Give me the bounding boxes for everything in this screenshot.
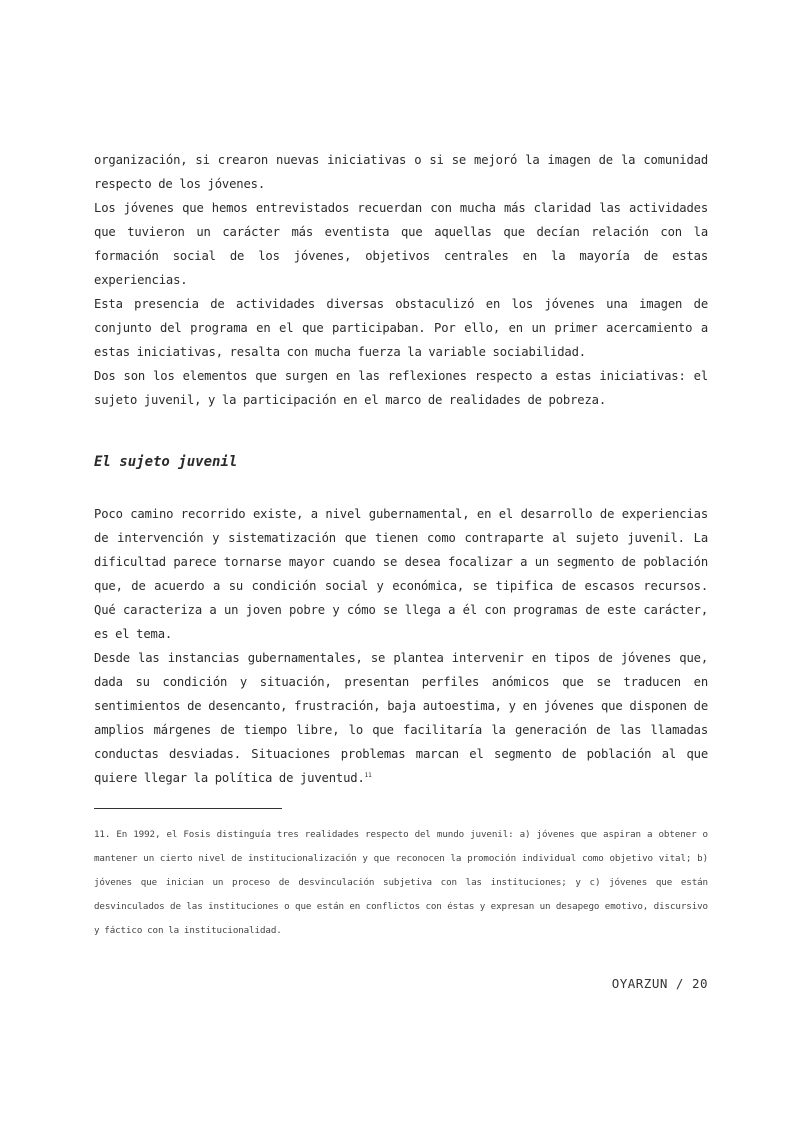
paragraph-text: Desde las instancias gubernamentales, se plantea intervenir en tipos de jóvenes que, dada su condición y situación, presentan perfiles anómicos que se traducen en sentimientos de desencanto, frustración, baja autoestima, y en jóvenes que disponen de amplios márgenes de tiempo libre, lo que facilitaría la generación de las llamadas conductas desviadas. Situaciones problemas marcan el segmento de población al que quiere llegar la política de juventud. (94, 651, 708, 785)
paragraph: organización, si crearon nuevas iniciativas o si se mejoró la imagen de la comunidad respecto de los jóvenes. (94, 153, 708, 191)
paragraph: Los jóvenes que hemos entrevistados recuerdan con mucha más claridad las actividades que tuvieron un carácter más eventista que aquellas que decían relación con la formación social de los jóvenes, objetivos centrales en la mayoría de estas experiencias. (94, 201, 708, 287)
footnote-text: 11. En 1992, el Fosis distinguía tres realidades respecto del mundo juvenil: a) jóvenes que aspiran a obtener o mantener un cierto nivel de institucionalización y que reconocen la promoción individual como objetivo vital; b) jóvenes que inician un proceso de desvinculación subjetiva con las instituciones; y c) jóvenes que están desvinculados de las instituciones o que están en conflictos con éstas y expresan un desapego emotivo, discursivo y fáctico con la institucionalidad. (94, 829, 708, 936)
footnote-reference[interactable]: 11 (364, 771, 372, 779)
page-body (94, 148, 708, 785)
paragraph (94, 646, 708, 790)
sujeto-juvenil-section (94, 502, 708, 790)
intro-section (94, 148, 708, 412)
paragraph: Poco camino recorrido existe, a nivel gubernamental, en el desarrollo de experiencias de intervención y sistematización que tienen como contraparte al sujeto juvenil. La dificultad parece tornarse mayor cuando se desea focalizar a un segmento de población que, de acuerdo a su condición social y económica, se tipifica de escasos recursos. Qué caracteriza a un joven pobre y cómo se llega a él con programas de este carácter, es el tema. (94, 507, 708, 641)
paragraph: Dos son los elementos que surgen en las reflexiones respecto a estas iniciativas: el sujeto juvenil, y la participación en el marco de realidades de pobreza. (94, 369, 708, 407)
footnote-divider (94, 808, 282, 809)
page-number: OYARZUN / 20 (611, 976, 708, 991)
paragraph: Esta presencia de actividades diversas obstaculizó en los jóvenes una imagen de conjunto del programa en el que participaban. Por ello, en un primer acercamiento a estas iniciativas, resalta con mucha fuerza la variable sociabilidad. (94, 297, 708, 359)
section-heading: El sujeto juvenil (94, 454, 238, 470)
